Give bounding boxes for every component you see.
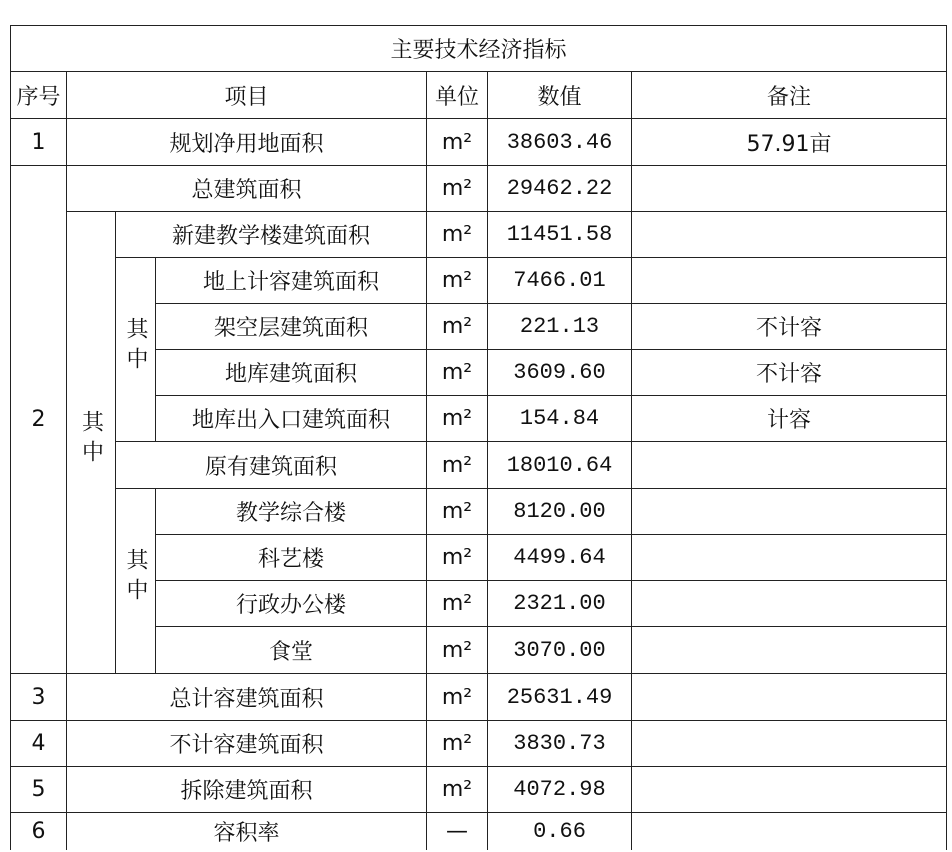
item-label: 规划净用地面积 (67, 119, 427, 166)
table-row (11, 767, 947, 813)
unit-cell: m² (427, 166, 488, 212)
remark-cell: 计容 (632, 396, 947, 442)
row-number: 3 (11, 674, 67, 721)
item-label: 架空层建筑面积 (156, 304, 427, 350)
value-cell: 221.13 (488, 304, 632, 350)
sub-group-label-text: 其中 (123, 548, 148, 608)
header-remark: 备注 (632, 72, 947, 119)
indicator-table (10, 25, 947, 850)
remark-cell (632, 767, 947, 813)
value-cell: 2321.00 (488, 581, 632, 627)
header-item: 项目 (67, 72, 427, 119)
row-number: 2 (11, 166, 67, 674)
remark-cell (632, 442, 947, 489)
remark-cell (632, 813, 947, 850)
unit-cell: m² (427, 767, 488, 813)
remark-cell (632, 258, 947, 304)
header-row (11, 72, 947, 119)
table-row (11, 442, 947, 489)
remark-cell (632, 212, 947, 258)
item-label: 拆除建筑面积 (67, 767, 427, 813)
row-number: 4 (11, 721, 67, 767)
unit-cell: m² (427, 350, 488, 396)
value-cell: 4072.98 (488, 767, 632, 813)
unit-cell: — (427, 813, 488, 850)
row-number: 6 (11, 813, 67, 850)
header-unit: 单位 (427, 72, 488, 119)
value-cell: 8120.00 (488, 489, 632, 535)
row-number: 1 (11, 119, 67, 166)
sub-group-label (67, 212, 116, 674)
value-cell: 25631.49 (488, 674, 632, 721)
item-label: 地库出入口建筑面积 (156, 396, 427, 442)
row-number: 5 (11, 767, 67, 813)
item-label: 容积率 (67, 813, 427, 850)
table-row (11, 119, 947, 166)
remark-cell: 57.91亩 (632, 119, 947, 166)
item-label: 原有建筑面积 (116, 442, 427, 489)
unit-cell: m² (427, 489, 488, 535)
table-row (11, 674, 947, 721)
remark-cell (632, 166, 947, 212)
value-cell: 0.66 (488, 813, 632, 850)
title-row (11, 26, 947, 72)
sub-group-label-text: 其中 (78, 409, 104, 470)
item-label: 新建教学楼建筑面积 (116, 212, 427, 258)
unit-cell: m² (427, 627, 488, 674)
unit-cell: m² (427, 674, 488, 721)
item-label: 总计容建筑面积 (67, 674, 427, 721)
unit-cell: m² (427, 721, 488, 767)
value-cell: 3070.00 (488, 627, 632, 674)
item-label: 教学综合楼 (156, 489, 427, 535)
unit-cell: m² (427, 119, 488, 166)
remark-cell (632, 489, 947, 535)
table-row (11, 489, 947, 535)
table-row (11, 166, 947, 212)
remark-cell (632, 674, 947, 721)
item-label: 地库建筑面积 (156, 350, 427, 396)
remark-cell (632, 535, 947, 581)
item-label: 不计容建筑面积 (67, 721, 427, 767)
sub-group-label-text: 其中 (123, 316, 148, 377)
value-cell: 18010.64 (488, 442, 632, 489)
table-row (11, 813, 947, 850)
remark-cell (632, 581, 947, 627)
item-label: 行政办公楼 (156, 581, 427, 627)
item-label: 地上计容建筑面积 (156, 258, 427, 304)
value-cell: 3830.73 (488, 721, 632, 767)
value-cell: 154.84 (488, 396, 632, 442)
value-cell: 3609.60 (488, 350, 632, 396)
value-cell: 29462.22 (488, 166, 632, 212)
unit-cell: m² (427, 304, 488, 350)
table-title: 主要技术经济指标 (11, 26, 947, 72)
unit-cell: m² (427, 258, 488, 304)
item-label: 食堂 (156, 627, 427, 674)
remark-cell: 不计容 (632, 350, 947, 396)
header-value: 数值 (488, 72, 632, 119)
sub-group-label (116, 489, 156, 674)
remark-cell (632, 627, 947, 674)
table-row (11, 721, 947, 767)
value-cell: 11451.58 (488, 212, 632, 258)
remark-cell: 不计容 (632, 304, 947, 350)
remark-cell (632, 721, 947, 767)
unit-cell: m² (427, 212, 488, 258)
sub-group-label (116, 258, 156, 442)
table-row (11, 258, 947, 304)
unit-cell: m² (427, 535, 488, 581)
value-cell: 38603.46 (488, 119, 632, 166)
unit-cell: m² (427, 396, 488, 442)
value-cell: 4499.64 (488, 535, 632, 581)
header-no: 序号 (11, 72, 67, 119)
value-cell: 7466.01 (488, 258, 632, 304)
item-label: 总建筑面积 (67, 166, 427, 212)
unit-cell: m² (427, 442, 488, 489)
item-label: 科艺楼 (156, 535, 427, 581)
unit-cell: m² (427, 581, 488, 627)
table-row (11, 212, 947, 258)
